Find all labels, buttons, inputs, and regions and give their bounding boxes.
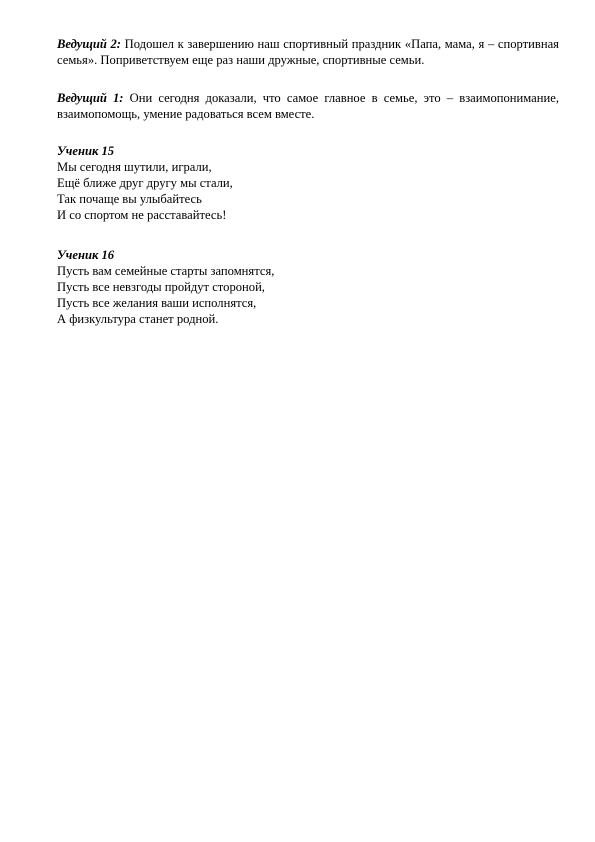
paragraph [57,36,559,68]
poem-student-16 [57,247,559,327]
paragraph-text: Они сегодня доказали, что самое главное в семье, это – взаимопонимание, взаимопомощь, умение радоваться всем вместе. [57,91,559,121]
poem-line: Мы сегодня шутили, играли, [57,160,212,174]
poem-line: Пусть все желания ваши исполнятся, [57,296,257,310]
poem-line: Ещё ближе друг другу мы стали, [57,176,233,190]
poem-line: Так почаще вы улыбайтесь [57,192,202,206]
poem-line: И со спортом не расставайтесь! [57,208,227,222]
paragraph [57,90,559,122]
speaker-label: Ведущий 1: [57,91,124,105]
poem-line: А физкультура станет родной. [57,312,219,326]
poem-line: Пусть все невзгоды пройдут стороной, [57,280,265,294]
poem-student-15 [57,143,559,223]
paragraph-text: Подошел к завершению наш спортивный праздник «Папа, мама, я – спортивная семья». Поприветствуем еще раз наши дружные, спортивные семьи. [57,37,559,67]
poem-title: Ученик 16 [57,248,115,262]
poem-line: Пусть вам семейные старты запомнятся, [57,264,275,278]
host-1-paragraph [57,90,559,122]
host-2-paragraph [57,36,559,68]
poem-title: Ученик 15 [57,144,115,158]
speaker-label: Ведущий 2: [57,37,121,51]
